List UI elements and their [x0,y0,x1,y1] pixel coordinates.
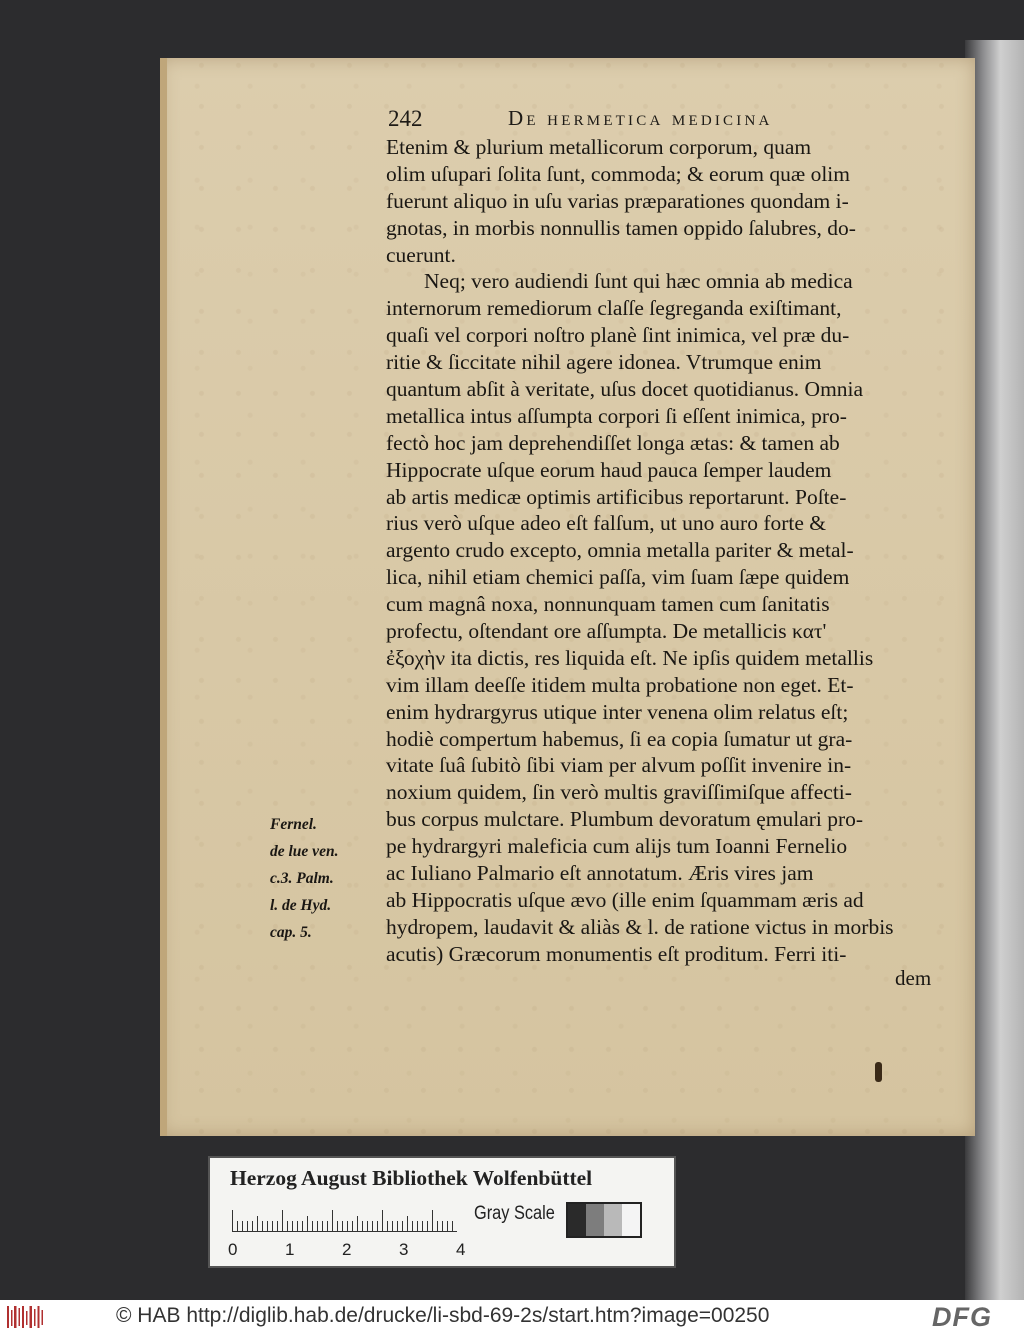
text-line: hodiè compertum habemus, ſi ea copia ſumatur ut gra- [386,726,853,751]
grayscale-patch [622,1204,640,1236]
ruler-number: 3 [399,1240,409,1259]
ruler-numbers [228,1240,468,1262]
ruler-tick [437,1221,438,1232]
ruler-tick [277,1221,278,1232]
marginal-note: cap. 5. [270,923,312,941]
ruler-tick [257,1216,258,1232]
ruler-tick [327,1221,328,1232]
marginal-note: Fernel. [270,816,317,833]
ruler-tick [427,1221,428,1232]
ruler-tick [412,1221,413,1232]
barcode-icon [6,1304,46,1330]
ruler-tick [237,1221,238,1232]
page-number: 242 [388,106,423,131]
ruler-tick [352,1221,353,1232]
text-line: Etenim & plurium metallicorum corporum, quam [386,135,812,159]
text-line: quaſi vel corpori noſtro planè ſint inimica, vel præ du- [386,323,850,348]
text-line: fuerunt aliquo in uſu varias præparationes quondam i- [386,188,849,213]
library-name: Herzog August Bibliothek Wolfenbüttel [230,1166,593,1190]
ruler-tick [392,1221,393,1232]
text-line: olim uſupari ſolita ſunt, commoda; & eorum quæ olim [386,161,850,186]
ruler-tick [267,1221,268,1232]
ruler-tick [452,1221,453,1232]
text-line: ritie & ſiccitate nihil agere idonea. Vtrumque enim [386,350,822,375]
ruler-tick [397,1221,398,1232]
ruler-tick [287,1221,288,1232]
text-line: bus corpus mulctare. Plumbum devoratum ęmulari pro- [386,807,864,832]
ruler-tick [337,1221,338,1232]
marginal-notes [270,812,382,946]
page-header [388,106,953,136]
text-line: lica, nihil etiam chemici paſſa, vim ſuam ſæpe quidem [386,565,850,590]
running-head: De hermetica medicina [508,106,773,130]
ruler-tick [252,1221,253,1232]
text-line: Hippocrate uſque eorum haud pauca ſemper laudem [386,457,832,482]
ruler-tick [417,1221,418,1232]
grayscale-patch [604,1204,622,1236]
ruler-tick [322,1221,323,1232]
ruler-number: 0 [228,1240,238,1259]
ruler-tick [317,1221,318,1232]
text-line: quantum abſit à veritate, uſus docet quotidianus. Omnia [386,377,864,402]
ruler-tick [312,1221,313,1232]
page-edge [160,58,167,1136]
ruler-tick [372,1221,373,1232]
ruler-tick [282,1210,283,1232]
ruler-tick [422,1221,423,1232]
grayscale-patch [568,1204,586,1236]
ruler-number: 2 [342,1240,352,1259]
text-line: vim illam deeſſe itidem multa probatione non eget. Et- [386,672,854,697]
ruler-tick [347,1221,348,1232]
ruler-tick [357,1216,358,1232]
ruler-tick [297,1221,298,1232]
text-line: gnotas, in morbis nonnullis tamen oppido ſalubres, do- [386,215,856,240]
ruler-tick [272,1221,273,1232]
marginal-note: c.3. Palm. [270,869,334,887]
text-line: enim hydrargyrus utique inter venena olim relatus eſt; [386,699,849,724]
ruler-tick [367,1221,368,1232]
body-text [386,134,958,968]
text-line: rius verò uſque adeo eſt falſum, ut uno auro forte & [386,511,827,536]
ruler-tick [432,1210,433,1232]
text-line: ab artis medicæ optimis artificibus reportarunt. Poſte- [386,484,847,509]
ruler-tick [402,1221,403,1232]
text-line: cum magnâ noxa, nonnunquam tamen cum ſanitatis [386,592,830,617]
text-line: vitate ſuâ ſubitò ſibi viam per alvum poſſit invenire in- [386,753,852,778]
text-line: hydropem, laudavit & aliàs & l. de ratione victus in morbis [386,914,894,939]
ruler-tick [442,1221,443,1232]
footer-bar [0,1300,1024,1334]
catchword: dem [895,966,932,990]
ruler-tick [377,1221,378,1232]
text-line: noxium quidem, ſin verò multis graviſſimiſque affecti- [386,780,852,805]
text-line: acutis) Græcorum monumentis eſt proditum. Ferri iti- [386,941,847,966]
ruler-tick [262,1221,263,1232]
grayscale-strip [566,1202,642,1238]
ruler [232,1206,452,1240]
text-line: ab Hippocratis uſque ævo (ille enim ſquammam æris ad [386,887,864,912]
text-line: argento crudo excepto, omnia metalla pariter & metal- [386,538,854,563]
text-line: cuerunt. [386,242,456,267]
ruler-number: 4 [456,1240,466,1259]
ruler-tick [307,1216,308,1232]
text-line: ac Iuliano Palmario eſt annotatum. Æris vires jam [386,861,814,886]
copyright-notice: © HAB http://diglib.hab.de/drucke/li-sbd-69-2s/start.htm?image=00250 [116,1304,770,1327]
ruler-tick [407,1216,408,1232]
ruler-tick [447,1221,448,1232]
text-line: fectò hoc jam deprehendiſſet longa ætas: & tamen ab [386,430,840,455]
text-line: metallica intus aſſumpta corpori ſi eſſent inimica, pro- [386,403,847,428]
text-line: profectu, oſtendant ore aſſumpta. De metallicis κατ' [386,619,827,644]
ruler-tick [362,1221,363,1232]
grayscale-patch [586,1204,604,1236]
text-line: ἐξοχὴν ita dictis, res liquida eſt. Ne ipſis quidem metallis [386,645,874,670]
ruler-tick [387,1221,388,1232]
marginal-note: de lue ven. [270,842,339,860]
ink-spot [875,1062,882,1082]
marginal-note: l. de Hyd. [270,896,332,914]
ruler-number: 1 [285,1240,295,1259]
ruler-tick [302,1221,303,1232]
ruler-tick [232,1210,233,1232]
ruler-tick [242,1221,243,1232]
ruler-tick [332,1210,333,1232]
text-line: internorum remediorum claſſe ſegreganda exiſtimant, [386,296,842,321]
grayscale-label: Gray Scale [474,1203,555,1224]
text-line: pe hydrargyri maleficia cum alijs tum Ioanni Fernelio [386,834,848,859]
text-line: Neq; vero audiendi ſunt qui hæc omnia ab medica [424,269,853,294]
ruler-tick [292,1221,293,1232]
dfg-logo: DFG [932,1302,992,1332]
ruler-tick [342,1221,343,1232]
color-scale-card [208,1156,676,1268]
ruler-tick [382,1210,383,1232]
ruler-tick [247,1221,248,1232]
